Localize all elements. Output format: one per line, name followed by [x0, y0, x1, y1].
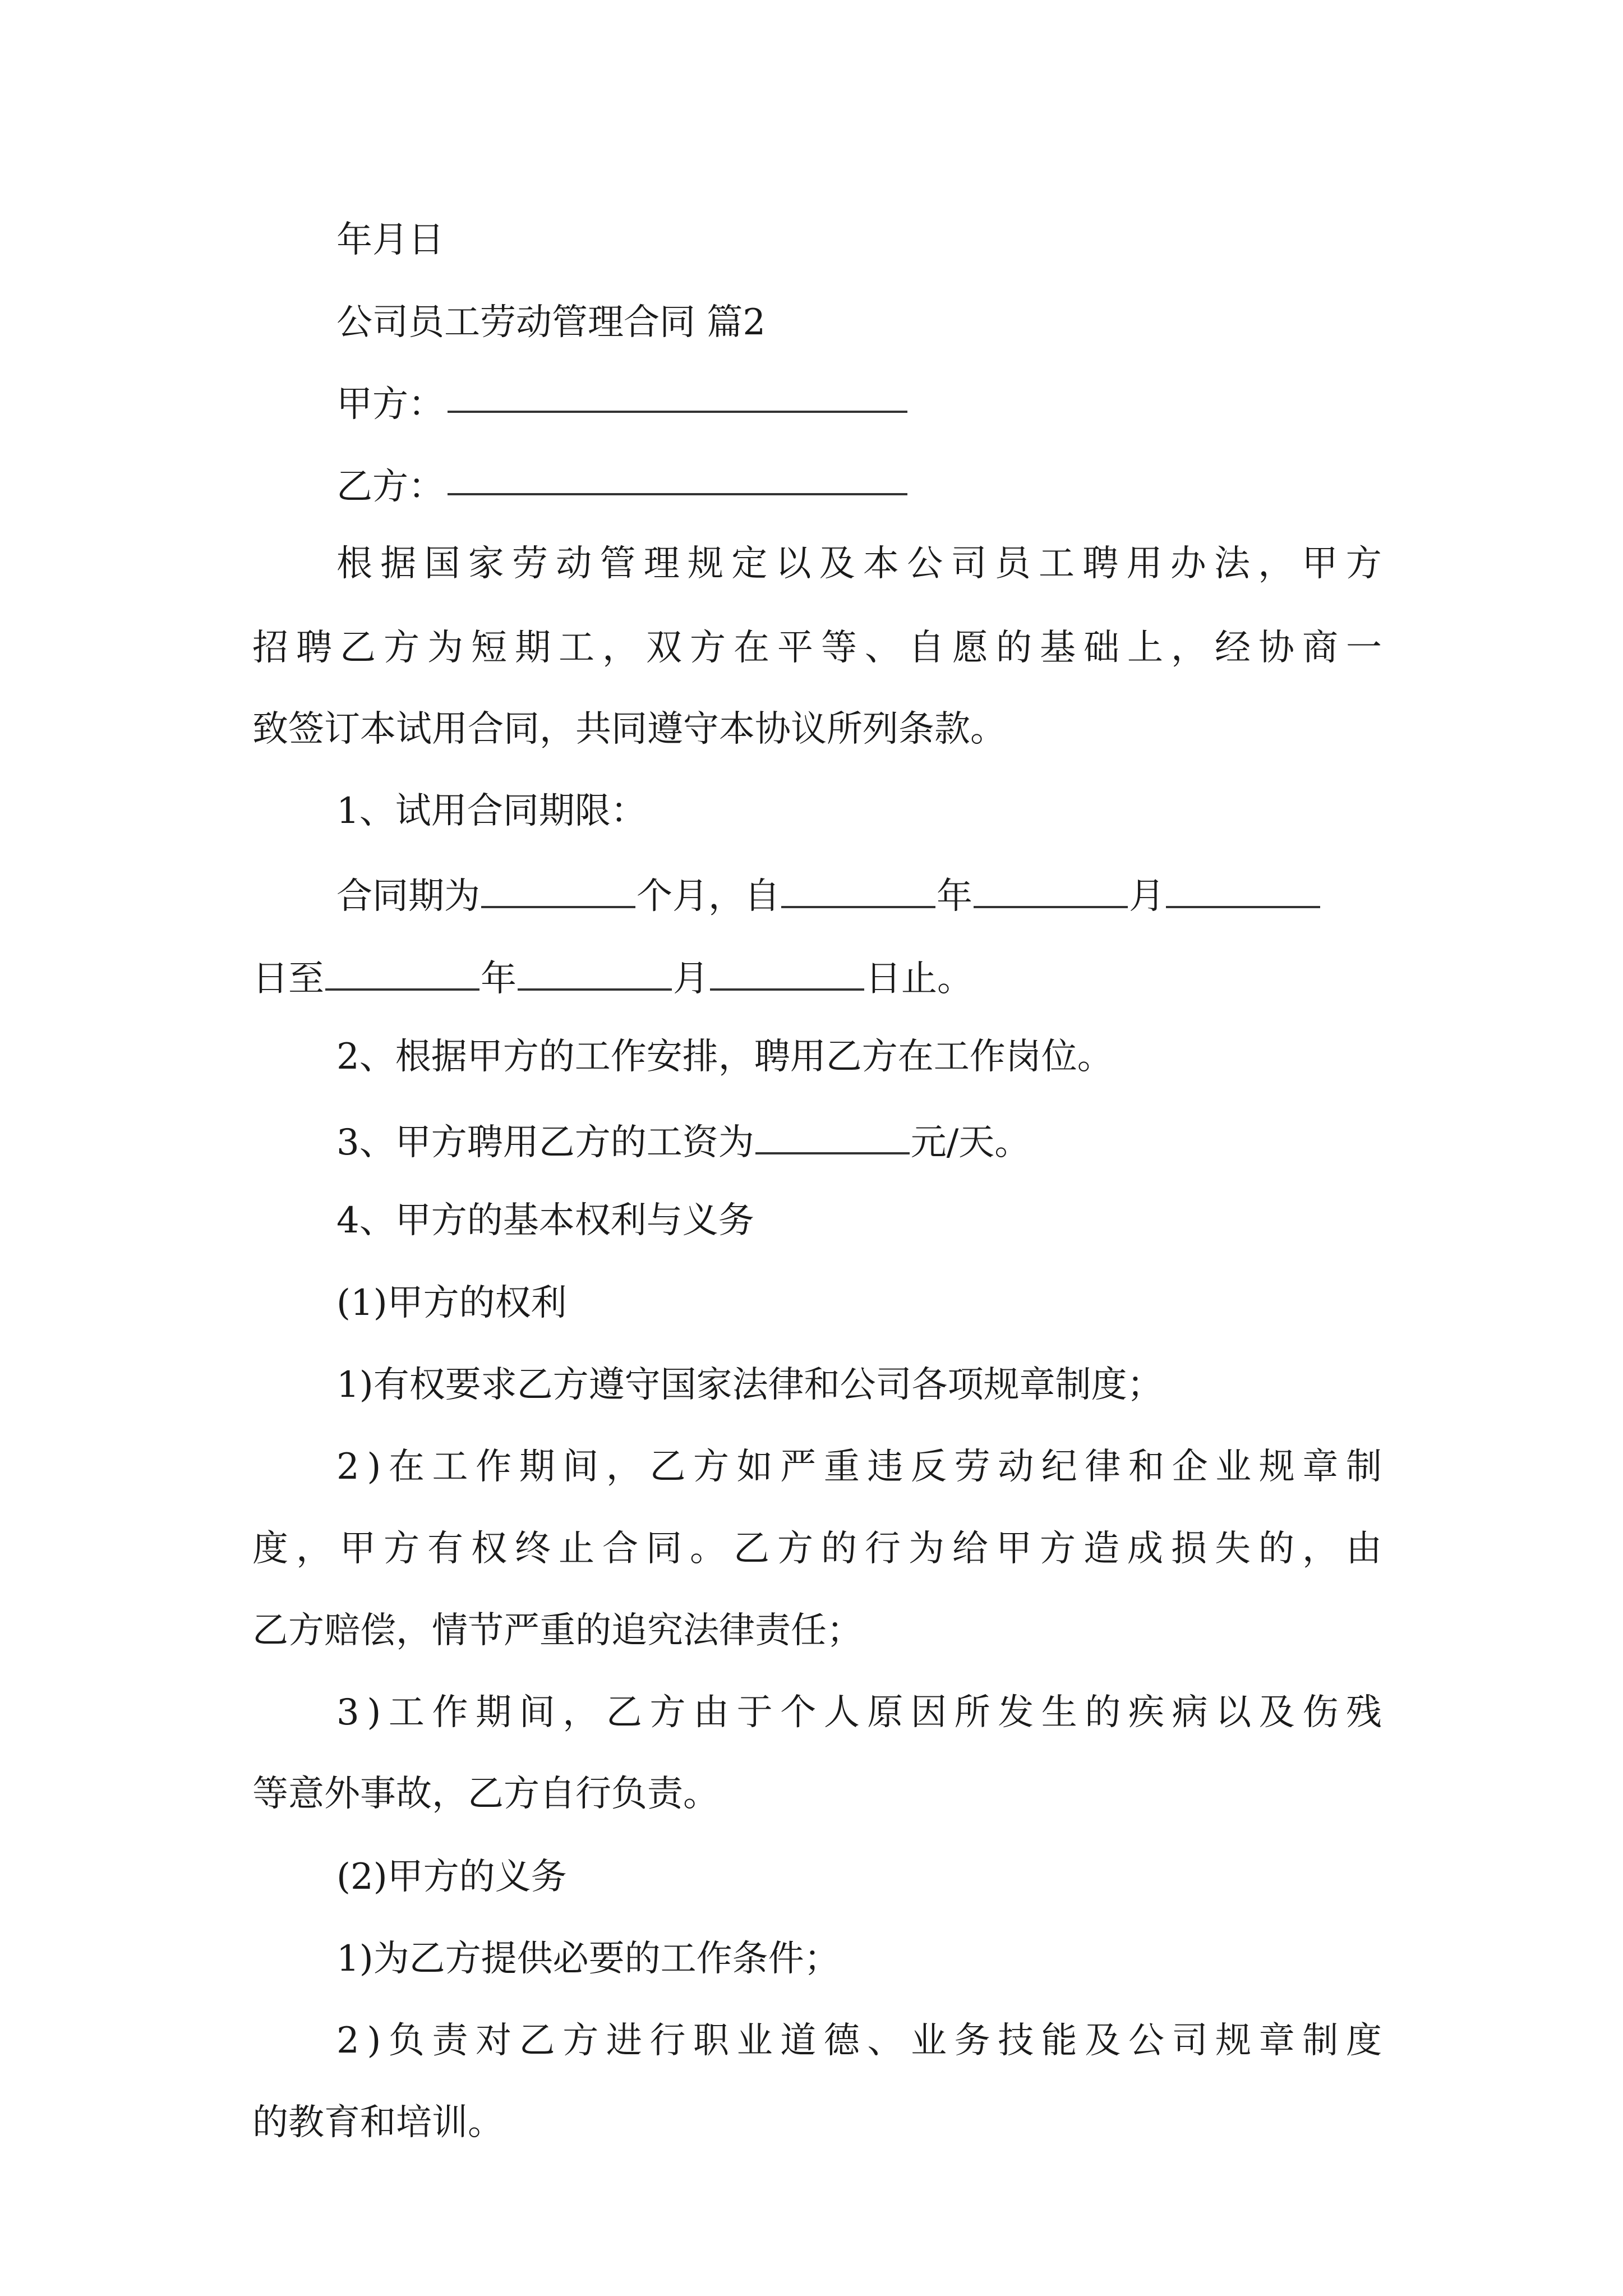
- blank-field: [481, 871, 635, 908]
- clause-4: 4、甲方的基本权利与义务: [336, 1200, 754, 1241]
- party-a-line: [336, 383, 1382, 426]
- party-a-label: 甲方：: [336, 384, 444, 425]
- blank-field: [710, 954, 864, 991]
- rights-item-3-line-2: 等意外事故，乙方自行负责。: [252, 1773, 719, 1815]
- party-b-blank: [448, 491, 907, 495]
- intro-line-1: 根 据 国 家 劳 动 管 理 规 定 以 及 本 公 司 员 工 聘 用 办 法 ， 甲 方: [336, 543, 1382, 585]
- duties-item-2-line-2: 的教育和培训。: [252, 2102, 504, 2143]
- text-segment: 个月，自: [637, 876, 780, 917]
- text-segment: 元/天。: [910, 1122, 1031, 1163]
- salary-blank: [755, 1117, 910, 1154]
- clause-2: 2、根据甲方的工作安排，聘用乙方在工作岗位。: [336, 1036, 1113, 1078]
- blank-field: [518, 954, 672, 991]
- text-segment: 日止。: [865, 958, 973, 1000]
- text-segment: 日至: [252, 958, 324, 1000]
- blank-field: [325, 954, 479, 991]
- date-line: 年月日: [336, 219, 444, 261]
- text-segment: 年: [937, 876, 972, 917]
- document-title: 公司员工劳动管理合同 篇2: [336, 302, 766, 343]
- blank-field: [781, 871, 935, 908]
- rights-item-2-line-2: 度 ， 甲 方 有 权 终 止 合 同 。 乙 方 的 行 为 给 甲 方 造 成 损 失 的 ， 由: [252, 1528, 1382, 1570]
- blank-field: [1166, 871, 1320, 908]
- intro-line-2: 招 聘 乙 方 为 短 期 工 ， 双 方 在 平 等 、 自 愿 的 基 础 上 ， 经 协 商 一: [252, 627, 1382, 669]
- rights-item-2-line-3: 乙方赔偿，情节严重的追究法律责任；: [252, 1610, 863, 1651]
- rights-heading: (1)甲方的权利: [336, 1282, 567, 1324]
- clause-1-heading: 1、试用合同期限：: [336, 790, 647, 832]
- party-b-label: 乙方：: [336, 466, 444, 508]
- text-segment: 月: [1129, 876, 1165, 917]
- duties-heading: (2)甲方的义务: [336, 1856, 567, 1898]
- text-segment: 月: [673, 958, 709, 1000]
- clause-1-row-1: [336, 871, 1382, 918]
- text-segment: 年: [481, 958, 517, 1000]
- rights-item-1: 1)有权要求乙方遵守国家法律和公司各项规章制度；: [336, 1364, 1163, 1406]
- rights-item-2-line-1: 2 ) 在 工 作 期 间 ， 乙 方 如 严 重 违 反 劳 动 纪 律 和 企 业 规 章 制: [336, 1446, 1382, 1488]
- blank-field: [974, 871, 1128, 908]
- text-segment: 3、甲方聘用乙方的工资为: [336, 1122, 754, 1163]
- duties-item-2-line-1: 2 ) 负 责 对 乙 方 进 行 职 业 道 德 、 业 务 技 能 及 公 司 规 章 制 度: [336, 2020, 1382, 2062]
- text-segment: 合同期为: [336, 876, 480, 917]
- clause-3: [336, 1117, 1382, 1164]
- party-a-blank: [448, 408, 907, 413]
- duties-item-1: 1)为乙方提供必要的工作条件；: [336, 1938, 840, 1980]
- party-b-line: [336, 466, 1382, 508]
- clause-1-row-2: [252, 954, 1382, 1000]
- rights-item-3-line-1: 3 ) 工 作 期 间 ， 乙 方 由 于 个 人 原 因 所 发 生 的 疾 病 以 及 伤 残: [336, 1692, 1382, 1733]
- intro-line-3: 致签订本试用合同，共同遵守本协议所列条款。: [252, 708, 1006, 750]
